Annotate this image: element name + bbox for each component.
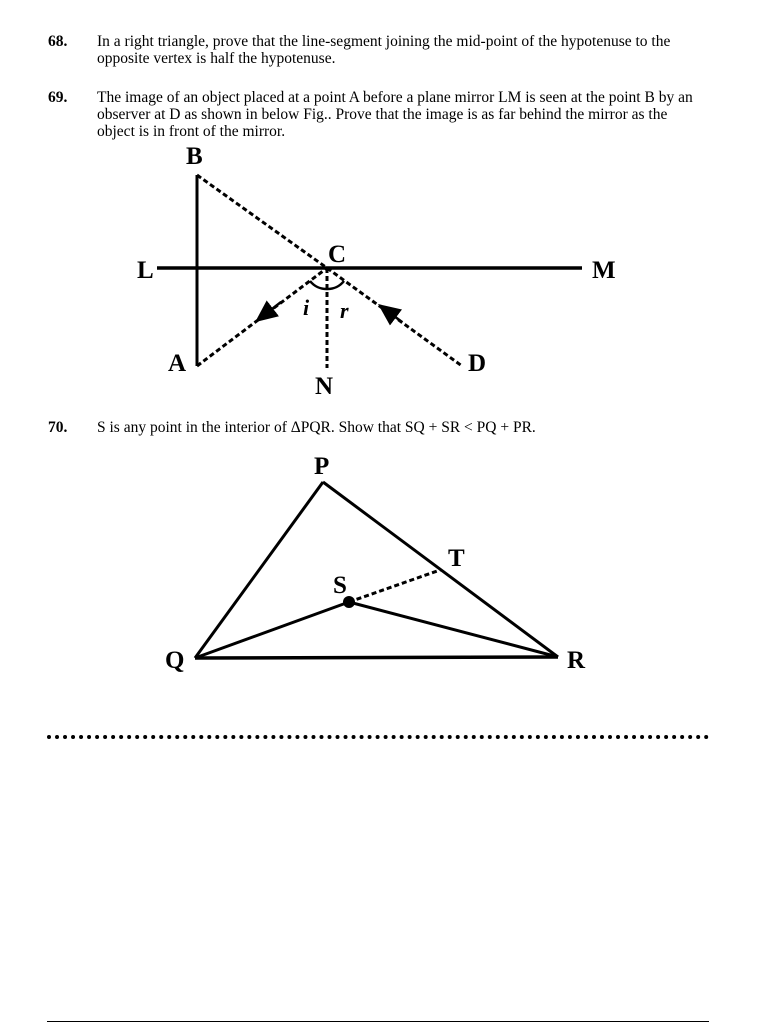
label-p: P	[314, 453, 330, 480]
question-text: S is any point in the interior of ΔPQR. Show that SQ + SR < PQ + PR.	[97, 419, 536, 436]
label-d: D	[468, 350, 487, 377]
question-number: 69.	[48, 89, 68, 106]
question-number: 70.	[48, 419, 68, 436]
question-number: 68.	[48, 33, 68, 50]
label-l: L	[137, 257, 154, 284]
label-i: i	[303, 295, 310, 320]
label-b: B	[186, 143, 203, 170]
label-q: Q	[165, 647, 185, 674]
segment-st	[349, 570, 440, 602]
segment-sq	[195, 602, 349, 658]
dotted-separator	[47, 735, 709, 739]
label-r: r	[340, 298, 349, 323]
segment-sr	[349, 602, 558, 657]
label-r: R	[567, 647, 586, 674]
question-text: The image of an object placed at a point A before a plane mirror LM is seen at the point B by an observer at D as shown in below Fig.. Prove that the image is as far behind the mirror as the object is in front of the mirror.	[97, 89, 693, 140]
label-n: N	[315, 373, 334, 400]
footer-rule	[47, 1021, 709, 1022]
question-text: In a right triangle, prove that the line-segment joining the mid-point of the hypotenuse to the opposite vertex is half the hypotenuse.	[97, 33, 671, 67]
side-pr	[323, 482, 558, 657]
label-m: M	[592, 257, 616, 284]
label-t: T	[448, 545, 465, 572]
label-c: C	[328, 241, 347, 268]
side-pq	[195, 482, 323, 658]
side-qr	[195, 657, 558, 658]
label-s: S	[333, 572, 347, 599]
label-a: A	[168, 350, 187, 377]
